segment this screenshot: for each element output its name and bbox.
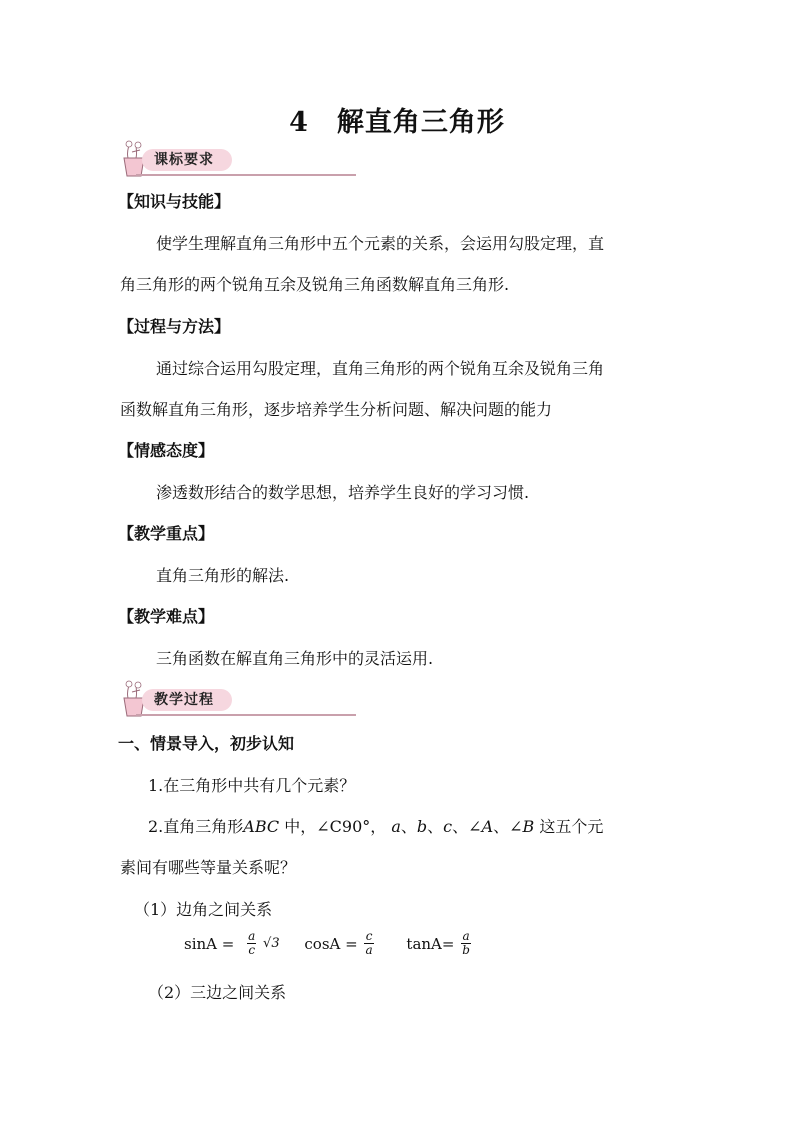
sep: 、 <box>427 817 444 836</box>
method-heading: 【过程与方法】 <box>118 317 231 336</box>
standards-banner <box>116 140 246 182</box>
trig-formulas <box>184 930 473 970</box>
question-1: 1.在三角形中共有几个元素？ <box>148 776 356 795</box>
difficulty-heading: 【教学难点】 <box>118 607 215 626</box>
keypoint-line-1: 直角三角形的解法. <box>156 566 290 585</box>
q2-prefix: 2.直角三角形 <box>148 817 244 836</box>
q2-angle: 中，∠C90°， <box>284 817 387 836</box>
sep: 、 <box>452 817 469 836</box>
knowledge-heading: 【知识与技能】 <box>118 192 231 211</box>
sin-numerator: a <box>248 929 256 943</box>
sep: 、 <box>400 817 417 836</box>
cos-label: cosA = <box>304 934 358 953</box>
process-banner <box>116 680 246 722</box>
q2-angle-a: ∠A <box>468 817 494 836</box>
sqrt-term: √3 <box>263 936 280 951</box>
sub-heading-2: （2）三边之间关系 <box>148 983 287 1002</box>
sin-fraction <box>247 930 256 957</box>
knowledge-line-1: 使学生理解直角三角形中五个元素的关系，会运用勾股定理，直 <box>156 234 605 253</box>
cos-denominator: a <box>365 943 373 957</box>
attitude-line-1: 渗透数形结合的数学思想，培养学生良好的学习习惯. <box>156 483 530 502</box>
attitude-heading: 【情感态度】 <box>118 441 215 460</box>
q2-c: c <box>443 817 453 836</box>
sin-denominator: c <box>248 943 256 957</box>
q2-a: a <box>391 817 401 836</box>
tan-label: tanA= <box>406 934 455 953</box>
banner-label: 课标要求 <box>154 152 214 168</box>
q2-angle-b: ∠B <box>509 817 535 836</box>
cos-numerator: c <box>365 929 373 943</box>
banner-underline <box>136 174 356 176</box>
tan-denominator: b <box>462 943 470 957</box>
banner-label: 教学过程 <box>154 692 214 708</box>
sep: 、 <box>493 817 510 836</box>
question-2-line-2: 素间有哪些等量关系呢？ <box>120 858 297 877</box>
banner-underline <box>136 714 356 716</box>
tan-fraction <box>461 930 471 957</box>
sin-label: sinA = <box>184 934 235 953</box>
keypoint-heading: 【教学重点】 <box>118 524 215 543</box>
method-line-1: 通过综合运用勾股定理，直角三角形的两个锐角互余及锐角三角 <box>156 359 605 378</box>
sub-heading-1: （1）边角之间关系 <box>134 900 273 919</box>
part1-heading: 一、情景导入，初步认知 <box>118 734 295 753</box>
method-line-2: 函数解直角三角形，逐步培养学生分析问题、解决问题的能力 <box>120 400 553 419</box>
q2-b: b <box>416 817 428 836</box>
question-2-line-1 <box>148 815 603 839</box>
q2-triangle: ABC <box>243 817 280 836</box>
knowledge-line-2: 角三角形的两个锐角互余及锐角三角函数解直角三角形. <box>120 275 510 294</box>
tan-numerator: a <box>462 929 470 943</box>
difficulty-line-1: 三角函数在解直角三角形中的灵活运用. <box>156 649 434 668</box>
cos-fraction <box>364 930 373 957</box>
q2-suffix: 这五个元 <box>539 817 604 836</box>
page-title: 4 解直角三角形 <box>289 107 505 138</box>
